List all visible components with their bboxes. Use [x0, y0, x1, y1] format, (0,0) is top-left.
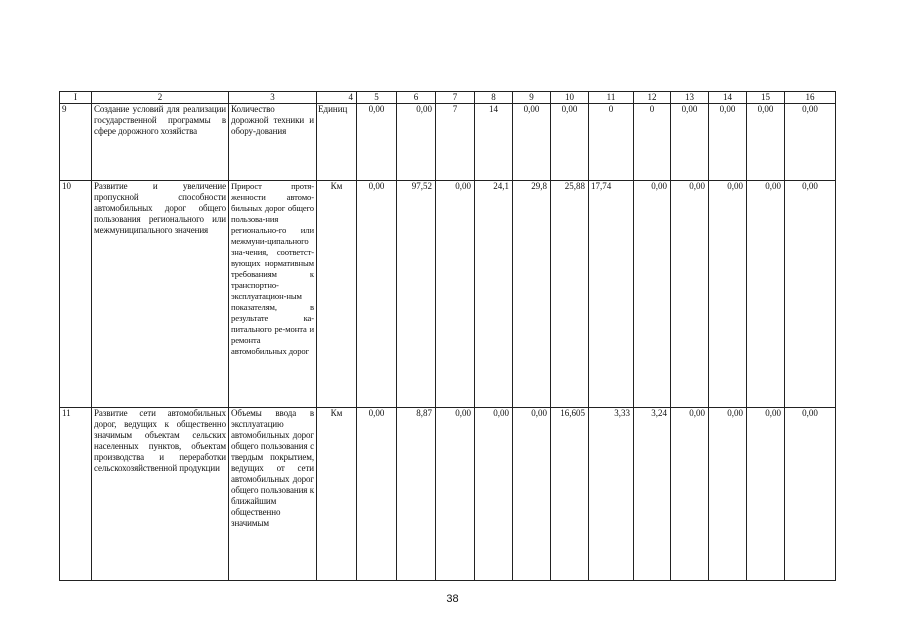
row-value: 0,00 — [475, 408, 513, 581]
row-value: 0,00 — [436, 181, 475, 408]
row-value: 0,00 — [747, 104, 785, 181]
table-row — [60, 181, 836, 408]
row-value: 3,24 — [634, 408, 671, 581]
row-unit: Км — [317, 408, 357, 581]
row-name: Развитие и увеличение пропускной способности автомобильных дорог общего пользования регионального или межмуниципального значения — [92, 181, 229, 408]
row-value: 0,00 — [357, 104, 397, 181]
page-number: 38 — [446, 593, 459, 605]
row-value: 0,00 — [513, 408, 551, 581]
row-value: 0,00 — [747, 181, 785, 408]
row-value: 0,00 — [785, 181, 836, 408]
table-row — [60, 104, 836, 181]
row-unit: Единиц — [317, 104, 357, 181]
row-name: Развитие сети автомобильных дорог, ведущих к общественно значимым объектам сельских населенных пунктов, объектам производства и переработки сельскохозяйственной продукции — [92, 408, 229, 581]
row-value: 8,87 — [397, 408, 436, 581]
row-index: 10 — [60, 181, 92, 408]
row-value: 14 — [475, 104, 513, 181]
row-value: 0,00 — [709, 104, 747, 181]
row-value: 0,00 — [357, 408, 397, 581]
column-header: 8 — [475, 92, 513, 104]
row-value: 0 — [634, 104, 671, 181]
row-value: 17,74 — [589, 181, 634, 408]
indicators-table — [59, 91, 836, 581]
column-header: 4 — [317, 92, 357, 104]
column-header: 6 — [397, 92, 436, 104]
column-header: 14 — [709, 92, 747, 104]
table-header-row — [60, 92, 836, 104]
column-header: 10 — [551, 92, 589, 104]
row-value: 0,00 — [785, 408, 836, 581]
row-value: 25,88 — [551, 181, 589, 408]
column-header: 12 — [634, 92, 671, 104]
row-value: 0,00 — [634, 181, 671, 408]
row-name: Создание условий для реализации государственной программы в сфере дорожного хозяйства — [92, 104, 229, 181]
row-value: 0,00 — [551, 104, 589, 181]
row-value: 0,00 — [513, 104, 551, 181]
row-indicator: Количество дорожной техники и обору-дования — [229, 104, 317, 181]
row-value: 7 — [436, 104, 475, 181]
row-value: 0,00 — [671, 181, 709, 408]
row-value: 97,52 — [397, 181, 436, 408]
row-unit: Км — [317, 181, 357, 408]
row-index: 9 — [60, 104, 92, 181]
row-value: 0,00 — [436, 408, 475, 581]
row-value: 0,00 — [709, 408, 747, 581]
column-header: 2 — [92, 92, 229, 104]
row-index: 11 — [60, 408, 92, 581]
row-value: 0,00 — [785, 104, 836, 181]
column-header: 16 — [785, 92, 836, 104]
column-header: 13 — [671, 92, 709, 104]
row-value: 24,1 — [475, 181, 513, 408]
column-header: 9 — [513, 92, 551, 104]
column-header: 11 — [589, 92, 634, 104]
table-row — [60, 408, 836, 581]
row-value: 0,00 — [709, 181, 747, 408]
row-value: 0,00 — [397, 104, 436, 181]
column-header: 3 — [229, 92, 317, 104]
row-value: 0,00 — [671, 104, 709, 181]
row-value: 29,8 — [513, 181, 551, 408]
row-value: 0,00 — [357, 181, 397, 408]
column-header: 5 — [357, 92, 397, 104]
column-header: 15 — [747, 92, 785, 104]
row-indicator: Прирост протя-женности автомо-бильных дорог общего пользова-ния регионально-го или межмуни-ципального зна-чения, соответст-вующих нормативным требованиям к транспортно-эксплуатацион-ным показателям, в результате ка-питального ре-монта и ремонта автомобильных дорог — [229, 181, 317, 408]
row-value: 0,00 — [747, 408, 785, 581]
row-indicator: Объемы ввода в эксплуатацию автомобильных дорог общего пользования с твердым покрытием, ведущих от сети автомобильных дорог общего пользования к ближайшим общественно значимым — [229, 408, 317, 581]
column-header: I — [60, 92, 92, 104]
row-value: 0 — [589, 104, 634, 181]
row-value: 0,00 — [671, 408, 709, 581]
row-value: 16,605 — [551, 408, 589, 581]
row-value: 3,33 — [589, 408, 634, 581]
column-header: 7 — [436, 92, 475, 104]
